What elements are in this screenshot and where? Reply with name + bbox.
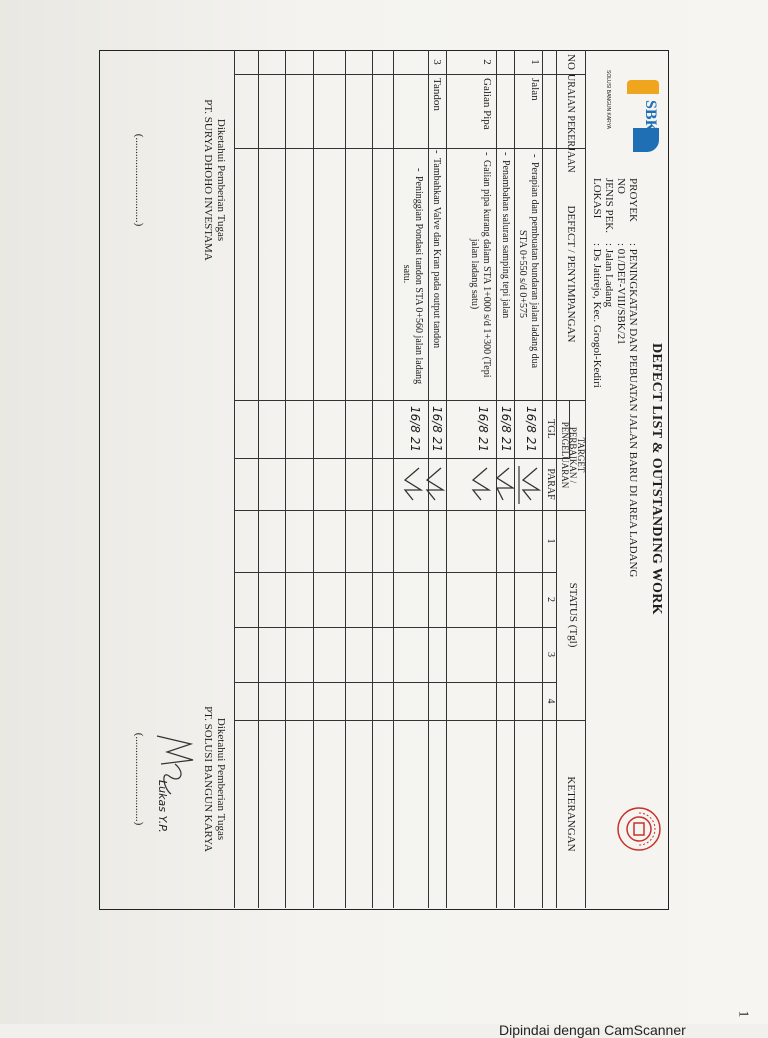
header-target-3: PENGELUARAN [560, 421, 570, 489]
document-title: DEFECT LIST & OUTSTANDING WORK [649, 343, 664, 615]
defect-bullet: - [481, 152, 493, 156]
jenis-value: : Jalan Ladang [603, 243, 615, 308]
lokasi-label: LOKASI [591, 178, 603, 219]
defect-bullet: - [413, 168, 425, 172]
footer-right-company: PT. SOLUSI BANGUN KARYA [202, 706, 214, 852]
defect-text: satu. [401, 264, 412, 284]
header-status: STATUS (Tgl) [567, 582, 579, 648]
row-number: 2 [481, 59, 493, 65]
defect-bullet: - [431, 150, 443, 154]
status-col-2: 2 [545, 597, 556, 602]
header-paraf: PARAF [545, 468, 556, 500]
header-uraian: URAIAN PEKERJAAN [565, 74, 576, 173]
row-number: 1 [529, 59, 541, 65]
footer-left-signature-line: (...............................) [133, 133, 145, 227]
defect-text: STA 0+550 s/d 0+575 [517, 230, 528, 318]
lokasi-value: : Ds Jatirejo, Kec. Grogol-Kediri [591, 243, 603, 388]
proyek-value: : PENINGKATAN DAN PEBUATAN JALAN BARU DI AREA LADANG [627, 243, 639, 578]
paraf-signatures [393, 460, 543, 510]
header-tgl: TGL [545, 419, 556, 439]
signature-name: Lukas Y.P. [156, 780, 169, 833]
footer-right-signature-line: (...............................) [133, 732, 145, 826]
jenis-label: JENIS PEK. [603, 178, 615, 234]
row-uraian: Galian Pipa [481, 78, 493, 130]
header-keterangan: KETERANGAN [565, 776, 577, 852]
defect-text: Peninggian Pondasi tandon STA 0+560 jalan ladang [413, 176, 424, 385]
header-no: NO [565, 54, 577, 70]
row-uraian: Tandon [431, 78, 443, 111]
no-value: : 01/DEF-VIII/SBK/21 [615, 243, 627, 345]
logo-text: SOLUSI BANGUN KARYA [605, 70, 611, 129]
page-number: 1 [735, 1010, 751, 1018]
defect-bullet: - [529, 154, 541, 158]
defect-text: jalan ladang satu) [469, 238, 480, 310]
row-uraian: Jalan [529, 78, 541, 101]
footer-right-line1: Diketahui Pemberian Tugas [215, 717, 227, 841]
defect-text: Penambahan saluran samping tepi jalan [500, 160, 511, 319]
target-date: 16/8 21 [430, 405, 444, 453]
defect-text: Tambahkan Valve dan Kran pada output tandon [431, 158, 442, 349]
footer-left-company: PT. SURYA DHOHO INVESTAMA [202, 99, 214, 261]
target-date: 16/8 21 [524, 405, 538, 453]
footer-left-line1: Diketahui Pemberian Tugas [215, 118, 227, 242]
proyek-label: PROYEK [627, 178, 639, 223]
target-date: 16/8 21 [476, 405, 490, 453]
defect-bullet: - [500, 152, 512, 156]
no-label: NO [615, 178, 627, 194]
camscanner-watermark: Dipindai dengan CamScanner [499, 1022, 686, 1038]
defect-text: Galian pipa kurang dalam STA 1+000 s/d 1+300 (Tepi [481, 160, 492, 378]
row-number: 3 [431, 59, 443, 65]
header-target-2: PERBAIKAN / [568, 426, 578, 484]
target-date: 16/8 21 [408, 405, 422, 453]
status-col-1: 1 [545, 538, 556, 544]
defect-list-document [99, 50, 669, 910]
target-date: 16/8 21 [499, 405, 513, 453]
defect-text: Perapian dan pembuatan bundaran jalan ladang dua [529, 162, 540, 369]
header-defect: DEFECT / PENYIMPANGAN [565, 205, 577, 343]
status-col-3: 3 [545, 652, 556, 657]
header-target-1: TARGET [576, 437, 586, 473]
status-col-4: 4 [545, 698, 556, 704]
logo-mark: SBK [642, 100, 659, 133]
